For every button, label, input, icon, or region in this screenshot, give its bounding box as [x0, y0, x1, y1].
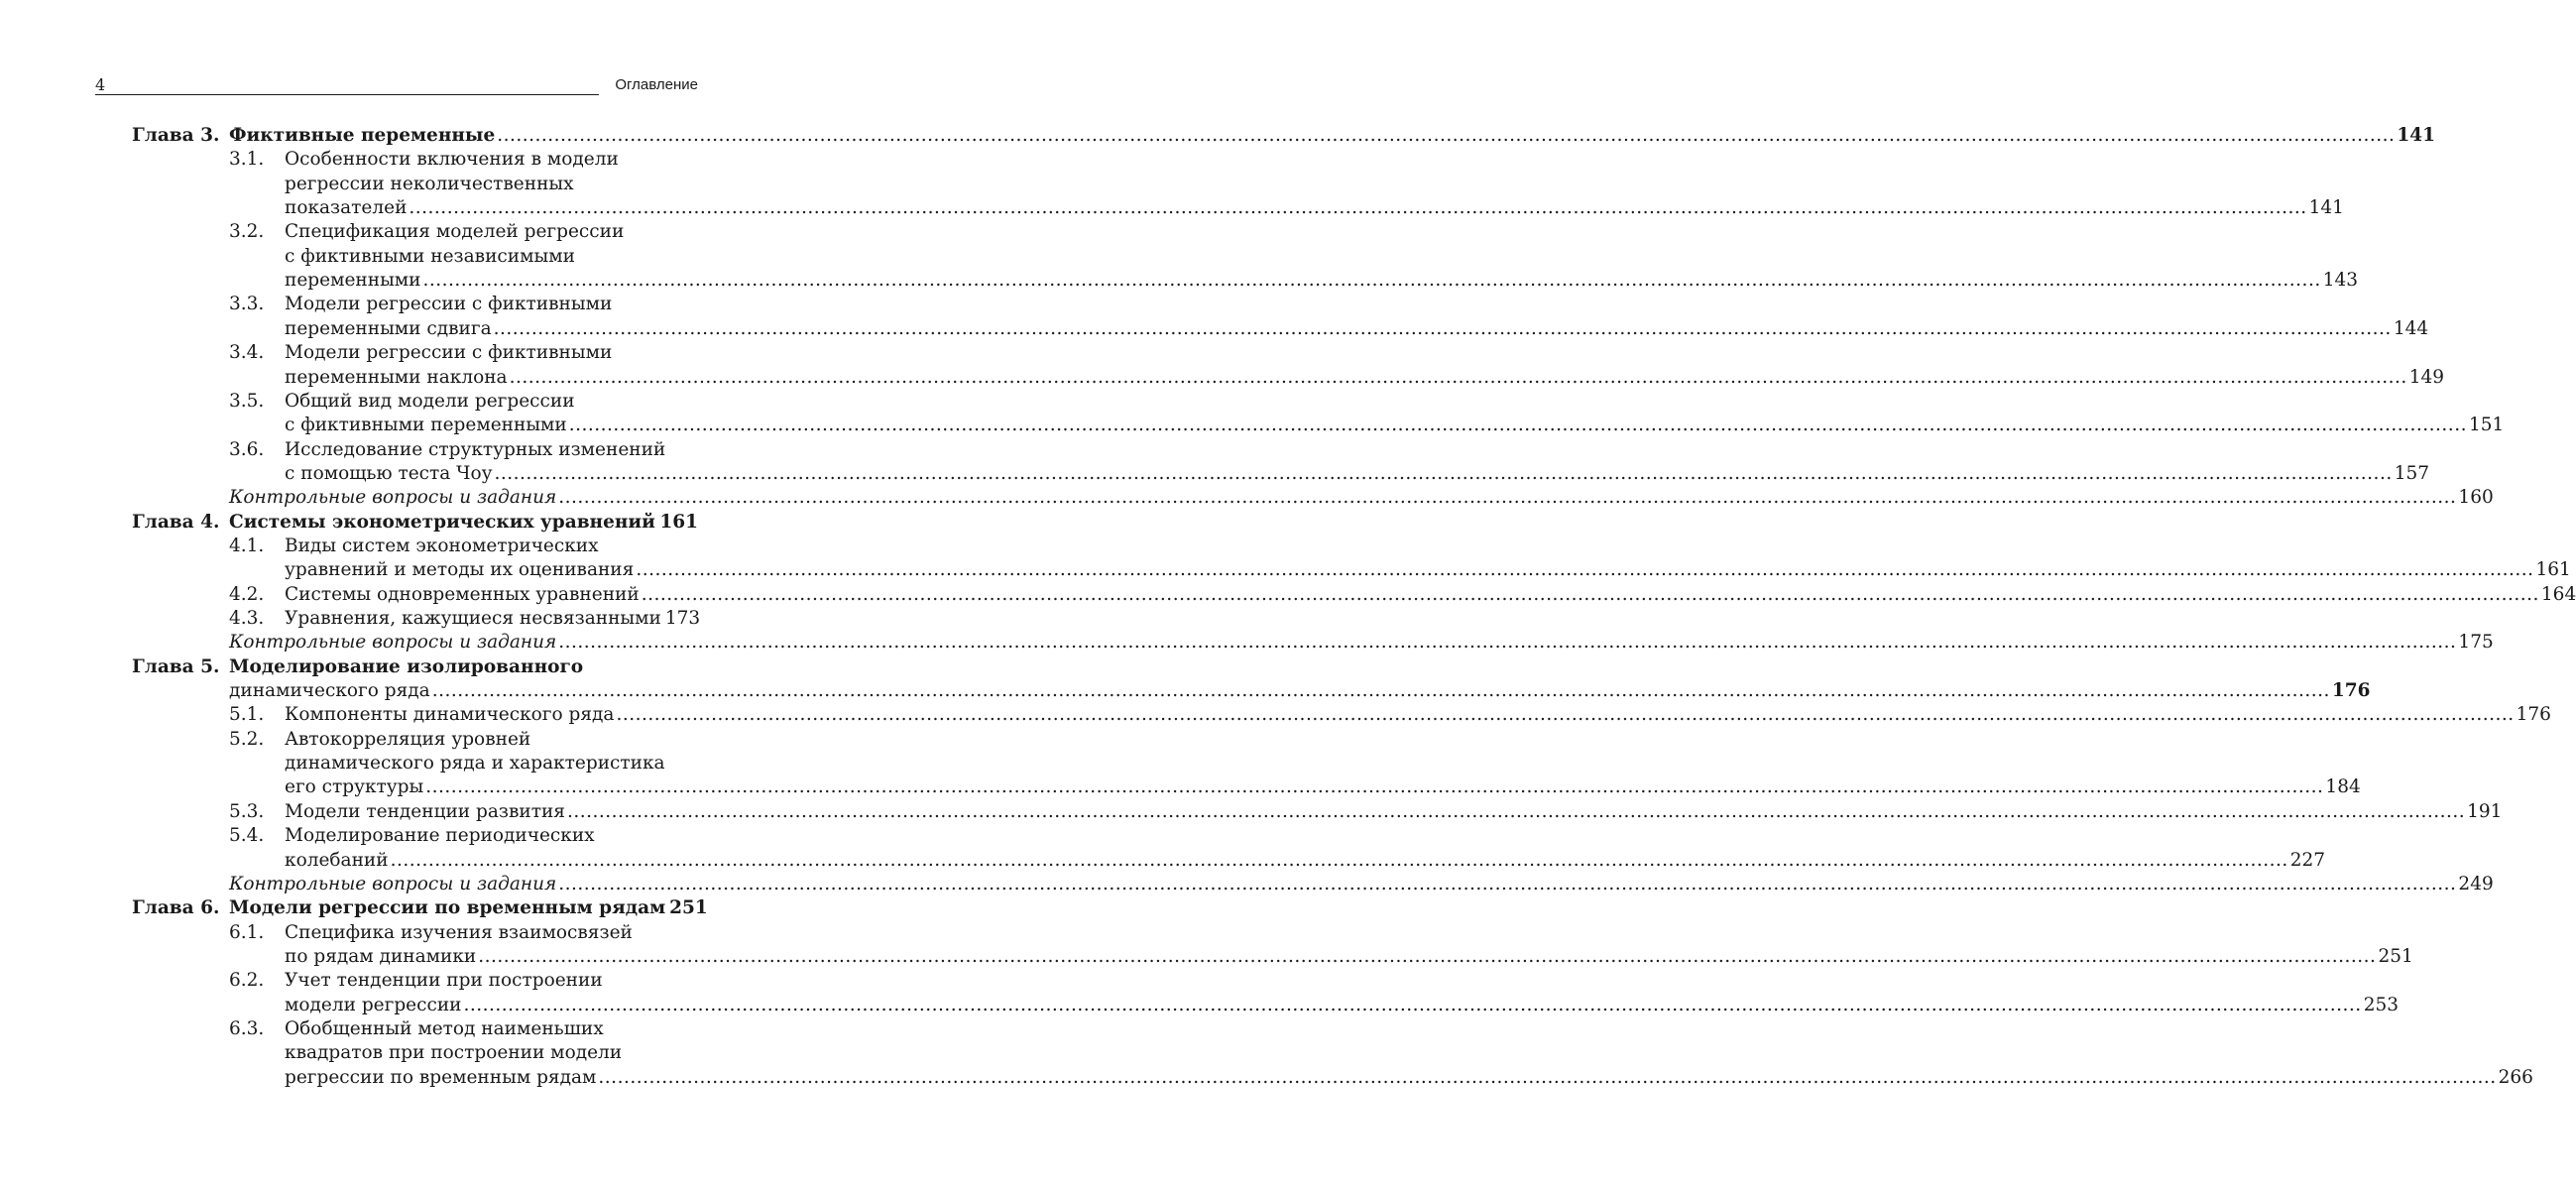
section-title-line: Учет тенденции при построении — [285, 970, 603, 992]
page-ref: 160 — [2458, 487, 2494, 509]
page-number: 4 — [95, 75, 106, 94]
page-ref: 266 — [2498, 1066, 2533, 1088]
section-number: 5.4. — [229, 825, 265, 847]
dot-leader: ............................................................................................................................................................................................................................................................................................................ — [431, 680, 2330, 702]
section-title-line: Спецификация моделей регрессии — [285, 221, 625, 243]
entry-title: Компоненты динамического ряда — [285, 704, 615, 726]
section-title-line: Специфика изучения взаимосвязей — [285, 921, 633, 943]
section-number: 6.3. — [229, 1017, 265, 1039]
dot-leader: ............................................................................................................................................................................................................................................................................................................ — [463, 994, 2362, 1015]
page-ref: 144 — [2393, 317, 2429, 339]
entry-title: Системы эконометрических уравнений — [229, 511, 655, 533]
dot-leader: ............................................................................................................................................................................................................................................................................................................ — [598, 1066, 2497, 1088]
section-entry[interactable] — [285, 366, 2445, 390]
section-title-line: Обобщенный метод наименьших — [285, 1017, 604, 1039]
section-number: 6.1. — [229, 921, 265, 943]
dot-leader: ............................................................................................................................................................................................................................................................................................................ — [497, 125, 2396, 146]
dot-leader — [657, 511, 658, 535]
entry-title: Контрольные вопросы и задания — [229, 632, 557, 654]
section-number: 4.1. — [229, 535, 265, 556]
page-ref: 176 — [2516, 704, 2551, 726]
chapter-label: Глава 6. — [132, 897, 220, 919]
dot-leader: ............................................................................................................................................................................................................................................................................................................ — [409, 197, 2307, 219]
page-ref: 161 — [2535, 559, 2571, 581]
chapter-label: Глава 3. — [132, 125, 220, 146]
section-title-line: Автокорреляция уровней — [285, 728, 531, 750]
section-entry[interactable] — [285, 945, 2413, 969]
entry-title: Контрольные вопросы и задания — [229, 873, 557, 894]
running-header — [95, 75, 698, 97]
chapter-entry[interactable] — [229, 124, 2436, 148]
section-entry[interactable] — [285, 775, 2361, 799]
page-ref: 251 — [669, 897, 708, 919]
section-title-line: квадратов при построении модели — [285, 1042, 623, 1064]
section-number: 5.1. — [229, 704, 265, 726]
entry-title: Контрольные вопросы и задания — [229, 487, 557, 509]
page-ref: 227 — [2289, 849, 2326, 871]
page-ref: 141 — [2308, 197, 2344, 219]
chapter-title-line: Моделирование изолированного — [229, 655, 584, 677]
dot-leader: ............................................................................................................................................................................................................................................................................................................ — [566, 800, 2466, 822]
page-ref: 143 — [2322, 270, 2359, 292]
entry-title: уравнений и методы их оценивания — [285, 559, 635, 581]
section-number: 3.3. — [229, 294, 265, 315]
page-ref: 161 — [659, 511, 698, 533]
section-title-line: Особенности включения в модели — [285, 149, 619, 171]
section-entry[interactable] — [285, 1066, 2533, 1090]
section-number: 3.5. — [229, 390, 265, 412]
page-ref: 149 — [2408, 366, 2445, 388]
section-title-line: Модели регрессии с фиктивными — [285, 294, 613, 315]
dot-leader: ............................................................................................................................................................................................................................................................................................................ — [636, 559, 2534, 581]
section-title-line: Исследование структурных изменений — [285, 438, 666, 460]
dot-leader: ............................................................................................................................................................................................................................................................................................................ — [478, 945, 2377, 967]
page-ref: 253 — [2363, 994, 2399, 1015]
section-title: Оглавление — [615, 76, 698, 93]
dot-leader: ............................................................................................................................................................................................................................................................................................................ — [558, 873, 2457, 894]
section-entry[interactable] — [285, 583, 2576, 607]
dot-leader: ............................................................................................................................................................................................................................................................................................................ — [641, 583, 2539, 605]
entry-title: переменными сдвига — [285, 317, 492, 339]
section-entry[interactable] — [285, 558, 2571, 582]
dot-leader: ............................................................................................................................................................................................................................................................................................................ — [494, 462, 2393, 484]
dot-leader: ............................................................................................................................................................................................................................................................................................................ — [568, 415, 2467, 436]
section-entry[interactable] — [285, 269, 2359, 293]
entry-title: показателей — [285, 197, 408, 219]
chapter-entry[interactable] — [229, 679, 2371, 703]
entry-title: по рядам динамики — [285, 945, 477, 967]
section-entry[interactable] — [285, 994, 2399, 1017]
section-title-line: Моделирование периодических — [285, 825, 595, 847]
section-number: 5.3. — [229, 800, 265, 822]
entry-title: переменными наклона — [285, 366, 508, 388]
dot-leader: ............................................................................................................................................................................................................................................................................................................ — [616, 704, 2515, 726]
questions-entry[interactable] — [229, 873, 2494, 896]
page-ref: 173 — [664, 608, 701, 629]
entry-title: с помощью теста Чоу — [285, 462, 493, 484]
section-entry[interactable] — [285, 703, 2551, 727]
section-title-line: Модели регрессии с фиктивными — [285, 342, 613, 364]
chapter-label: Глава 5. — [132, 655, 220, 677]
section-number: 6.2. — [229, 970, 265, 992]
section-entry[interactable] — [285, 607, 701, 631]
page-ref: 141 — [2397, 125, 2436, 146]
page-ref: 249 — [2458, 873, 2494, 894]
entry-title: его структуры — [285, 776, 424, 798]
chapter-entry[interactable] — [229, 896, 708, 920]
section-number: 4.2. — [229, 583, 265, 605]
entry-title: Системы одновременных уравнений — [285, 583, 640, 605]
section-entry[interactable] — [285, 849, 2326, 873]
section-entry[interactable] — [285, 462, 2430, 486]
entry-title: регрессии по временным рядам — [285, 1066, 597, 1088]
dot-leader: ............................................................................................................................................................................................................................................................................................................ — [509, 366, 2407, 388]
page-ref: 184 — [2325, 776, 2361, 798]
section-title-line: Общий вид модели регрессии — [285, 390, 575, 412]
chapter-entry[interactable] — [229, 511, 698, 535]
dot-leader: ............................................................................................................................................................................................................................................................................................................ — [493, 317, 2392, 339]
entry-title: динамического ряда — [229, 680, 430, 702]
page-ref: 251 — [2378, 945, 2413, 967]
section-title-line: с фиктивными независимыми — [285, 245, 575, 267]
section-title-line: динамического ряда и характеристика — [285, 753, 665, 774]
dot-leader: ............................................................................................................................................................................................................................................................................................................ — [422, 270, 2321, 292]
entry-title: переменными — [285, 270, 421, 292]
section-entry[interactable] — [285, 800, 2503, 824]
entry-title: с фиктивными переменными — [285, 415, 567, 436]
entry-title: колебаний — [285, 849, 389, 871]
entry-title: Уравнения, кажущиеся несвязанными — [285, 608, 661, 629]
section-entry[interactable] — [285, 317, 2429, 341]
questions-entry[interactable] — [229, 486, 2494, 510]
page-ref: 175 — [2458, 632, 2494, 654]
section-number: 4.3. — [229, 608, 265, 629]
page-ref: 176 — [2331, 680, 2371, 702]
chapter-label: Глава 4. — [132, 511, 220, 533]
section-number: 3.1. — [229, 149, 265, 171]
section-entry[interactable] — [285, 414, 2505, 437]
questions-entry[interactable] — [229, 631, 2494, 654]
entry-title: Модели регрессии по временным рядам — [229, 897, 666, 919]
dot-leader: ............................................................................................................................................................................................................................................................................................................ — [558, 632, 2457, 654]
header-rule — [95, 94, 599, 95]
page-ref: 157 — [2394, 462, 2430, 484]
page-ref: 164 — [2540, 583, 2576, 605]
section-number: 3.2. — [229, 221, 265, 243]
section-number: 3.6. — [229, 438, 265, 460]
dot-leader: ............................................................................................................................................................................................................................................................................................................ — [390, 849, 2288, 871]
section-entry[interactable] — [285, 196, 2344, 220]
section-number: 3.4. — [229, 342, 265, 364]
page-ref: 151 — [2468, 415, 2505, 436]
entry-title: модели регрессии — [285, 994, 462, 1015]
entry-title: Модели тенденции развития — [285, 800, 565, 822]
section-number: 5.2. — [229, 728, 265, 750]
dot-leader: ............................................................................................................................................................................................................................................................................................................ — [558, 487, 2457, 509]
section-title-line: регрессии неколичественных — [285, 173, 574, 194]
entry-title: Фиктивные переменные — [229, 125, 496, 146]
section-title-line: Виды систем эконометрических — [285, 535, 599, 556]
dot-leader: ............................................................................................................................................................................................................................................................................................................ — [425, 776, 2324, 798]
page-ref: 191 — [2467, 800, 2503, 822]
